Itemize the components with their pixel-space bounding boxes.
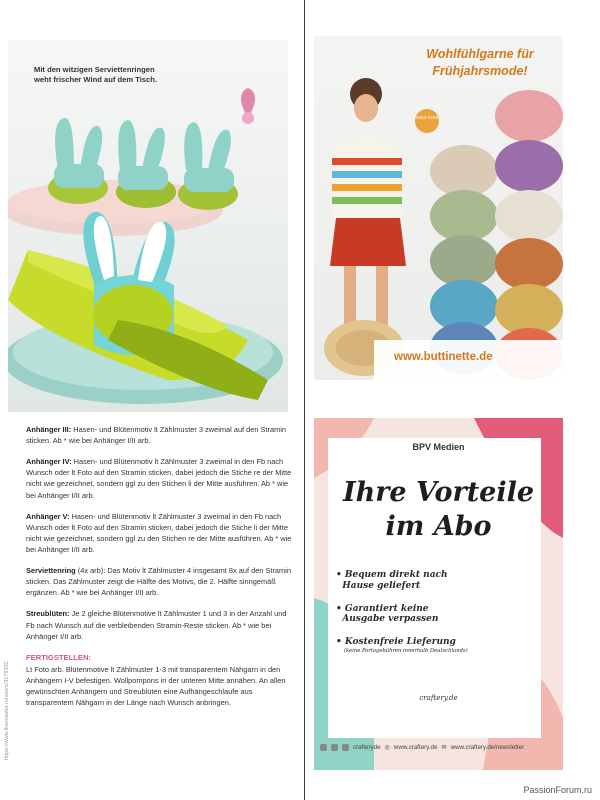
benefit-item: • Bequem direkt nach Hause geliefert — [336, 570, 448, 591]
section-streublueten — [26, 608, 294, 641]
subscription-headline-1: Ihre Vorteile — [342, 477, 535, 508]
newsletter-link[interactable]: www.craftery.de/newsletter — [450, 744, 525, 751]
photo-caption — [34, 65, 194, 85]
benefit-item: • Kostenfreie Lieferung (keine Portogebühren innerhalb Deutschlands) — [336, 637, 546, 654]
url-suffix: .de — [476, 351, 493, 363]
watermark: PassionForum.ru — [523, 785, 592, 795]
caption-line-2: weht frischer Wind auf dem Tisch. — [34, 74, 158, 84]
globe-icon: ◎ — [384, 744, 390, 751]
section-text: Hasen- und Blütenmotiv lt Zählmuster 3 zweimal in den Fb nach Wunsch oder lt Foto auf den Stramin sticken, dabei jedoch die Stiche re der Mitte nicht wie gezeichnet, sondern ggl zu den Stichen li der Mitte ausführen. Ab * wie bei Anhänger I/II arb. — [26, 457, 292, 500]
strick-idee-badge: Strick IDEE — [415, 109, 439, 133]
yarn-advertisement[interactable] — [314, 36, 563, 380]
craftery-brand: craftery.de — [419, 694, 458, 702]
vertical-source-url: https://www.livemaster.ru/users/3179332 — [4, 661, 10, 760]
section-text: Je 2 gleiche Blütenmotive lt Zählmuster 1 und 3 in der Anzahl und Fb nach Wunsch auf die verbleibenden Stramin-Reste sticken. Ab * wie bei Anhänger I/II arb. — [26, 609, 287, 641]
yarn-ad-headline-2: Frühjahrsmode! — [432, 63, 528, 78]
section-title: Anhänger V: — [26, 511, 70, 521]
section-serviettenring — [26, 565, 294, 598]
subscription-advertisement[interactable] — [314, 418, 563, 770]
benefits-list — [336, 570, 546, 666]
bpv-medien-logo: BPV Medien — [412, 442, 465, 452]
benefit-line1: Garantiert keine — [344, 603, 429, 614]
website-link[interactable]: www.craftery.de — [393, 744, 438, 751]
instagram-icon[interactable] — [331, 744, 338, 751]
pinterest-icon[interactable] — [342, 744, 349, 751]
benefit-line1: Bequem direkt nach — [344, 570, 448, 580]
napkin-ring-photo — [8, 40, 288, 412]
section-anhaenger-3 — [26, 424, 294, 446]
section-anhaenger-5 — [26, 511, 294, 555]
benefit-line2: Ausgabe verpassen — [342, 614, 439, 625]
section-text: (4x arb): Das Motiv lt Zählmuster 4 insgesamt 8x auf den Stramin sticken. Das Zählmuster zeigt die Hälfte des Motivs, die 2. Hälfte sinngemäß ergänzen. Ab * wie bei Anhänger I/II arb. — [26, 566, 291, 598]
caption-line-1: Mit den witzigen Serviettenringen — [34, 65, 155, 74]
subscription-footer — [320, 744, 560, 751]
section-title: Streublüten: — [26, 609, 70, 619]
finish-text: Lt Foto arb. Blütenmotive lt Zählmuster 1-3 mit transparentem Nähgarn in den Anhängern I-V befestigen. Wollpompons in der unteren Mitte annähen. An allen gewünschten Anhängern und Streublüten eine Aufhängeschlaufe aus transparentem Nähgarn in der Länge nach Wunsch anbringen. — [26, 665, 286, 708]
section-text: Hasen- und Blütenmotiv lt Zählmuster 3 zweimal auf den Stramin sticken. Ab * wie bei Anhänger I/II arb. — [26, 425, 287, 446]
subscription-headline — [314, 476, 563, 544]
mail-icon: ✉ — [441, 744, 447, 751]
benefit-item: • Garantiert keine Ausgabe verpassen — [336, 603, 439, 625]
finish-title: FERTIGSTELLEN: — [26, 652, 91, 662]
section-title: Serviettenring — [26, 566, 76, 576]
buttinette-link[interactable] — [394, 351, 554, 363]
social-handle[interactable]: crafteryde — [353, 744, 381, 751]
url-prefix: www. — [394, 351, 424, 363]
napkin-ring-illustration — [8, 40, 288, 412]
url-brand: buttinette — [423, 351, 476, 363]
section-title: Anhänger IV: — [26, 457, 72, 467]
benefit-line2: Hause geliefert — [342, 580, 421, 591]
section-anhaenger-4 — [26, 456, 294, 500]
facebook-icon[interactable] — [320, 744, 327, 751]
yarn-ad-headline-1: Wohlfühlgarne für — [426, 47, 534, 61]
instructions-column — [26, 424, 294, 719]
section-title: Anhänger III: — [26, 425, 72, 434]
page-divider — [304, 0, 305, 800]
benefit-line1: Kostenfreie Lieferung — [344, 637, 456, 648]
yarn-ad-illustration — [314, 36, 563, 380]
yarn-ad-headline — [400, 46, 560, 80]
section-text: Hasen- und Blütenmotiv lt Zählmuster 3 zweimal in den Fb nach Wunsch oder lt Foto auf den Stramin sticken, dabei jedoch die Stiche li der Mitte nicht wie gezeichnet, sondern ggl zu den Stichen re der Mitte ausführen. Ab * wie bei Anhänger I/II arb. — [26, 511, 292, 554]
subscription-headline-2: im Abo — [385, 510, 492, 542]
benefit-note: (keine Portogebühren innerhalb Deutschlands) — [344, 647, 468, 654]
